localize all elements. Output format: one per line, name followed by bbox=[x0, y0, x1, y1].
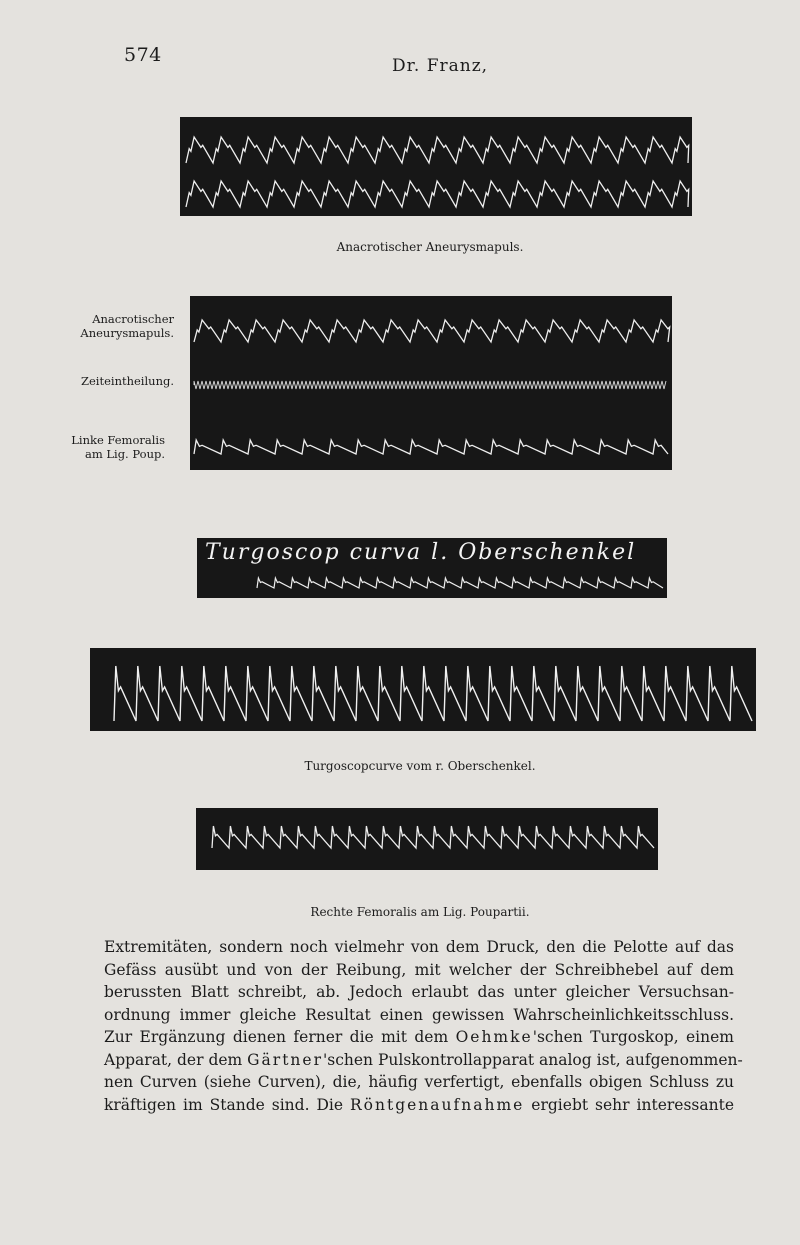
term-roentgen: Röntgenaufnahme bbox=[350, 1095, 525, 1114]
text-line: kräftigen im Stande sind. Die Röntgenaufnahme ergiebt sehr interessante bbox=[104, 1095, 734, 1114]
text-line: Zur Ergänzung dienen ferner die mit dem Oehmke'schen Turgoskop, einem bbox=[104, 1028, 734, 1046]
figure-5-plate bbox=[196, 808, 658, 870]
text-line: Gefäss ausübt und von der Reibung, mit welcher der Schreibhebel auf dem bbox=[104, 960, 734, 979]
figure-2-trace-timing bbox=[194, 381, 666, 389]
figure-3-trace bbox=[257, 578, 663, 588]
figure-4-plate bbox=[90, 648, 756, 731]
text-line: berussten Blatt schreibt, ab. Jedoch erlaubt das unter gleicher Versuchsan- bbox=[104, 983, 734, 1001]
text-line: Extremitäten, sondern noch vielmehr von dem Druck, den die Pelotte auf das bbox=[104, 938, 734, 956]
figure-2-plate bbox=[190, 296, 672, 470]
figure-1-traces bbox=[180, 117, 692, 216]
figure-3-plate bbox=[197, 538, 667, 598]
figure-4-trace bbox=[114, 666, 752, 721]
figure-4-traces bbox=[90, 648, 756, 731]
figure-1-plate bbox=[180, 117, 692, 216]
figure-2-label-timing: Zeiteintheilung. bbox=[80, 374, 174, 388]
text-line: Apparat, der dem Gärtner'schen Pulskontrollapparat analog ist, aufgenommen- bbox=[104, 1050, 743, 1069]
name-oehmke: Oehmke bbox=[455, 1028, 533, 1046]
page-number: 574 bbox=[124, 44, 162, 66]
figure-2-traces bbox=[190, 296, 672, 470]
name-gaertner: Gärtner bbox=[247, 1050, 323, 1069]
figure-2-trace-aneurysm bbox=[194, 320, 670, 342]
text-line: nen Curven (siehe Curven), die, häufig verfertigt, ebenfalls obigen Schluss zu bbox=[104, 1073, 734, 1091]
running-header-author: Dr. Franz, bbox=[392, 56, 489, 76]
figure-2-label-aneurysm: Anacrotischer Aneurysmapuls. bbox=[80, 312, 174, 340]
figure-2-label-femoral: Linke Femoralis am Lig. Poup. bbox=[71, 433, 165, 461]
figure-1-trace-bottom bbox=[186, 181, 689, 207]
figure-3-traces bbox=[197, 538, 667, 598]
text-line: ordnung immer gleiche Resultat einen gewissen Wahrscheinlichkeitsschluss. bbox=[104, 1005, 734, 1024]
figure-1-caption: Anacrotischer Aneurysmapuls. bbox=[336, 240, 524, 254]
figure-5-traces bbox=[196, 808, 658, 870]
figure-5-caption: Rechte Femoralis am Lig. Poupartii. bbox=[310, 905, 530, 919]
body-paragraph bbox=[104, 936, 743, 1116]
figure-1-trace-top bbox=[186, 137, 689, 163]
figure-4-caption: Turgoscopcurve vom r. Oberschenkel. bbox=[304, 759, 536, 773]
figure-5-trace bbox=[212, 826, 654, 848]
figure-3-handwritten-label: Turgoscop curva l. Oberschenkel bbox=[205, 540, 637, 565]
figure-2-trace-femoral bbox=[194, 440, 668, 454]
